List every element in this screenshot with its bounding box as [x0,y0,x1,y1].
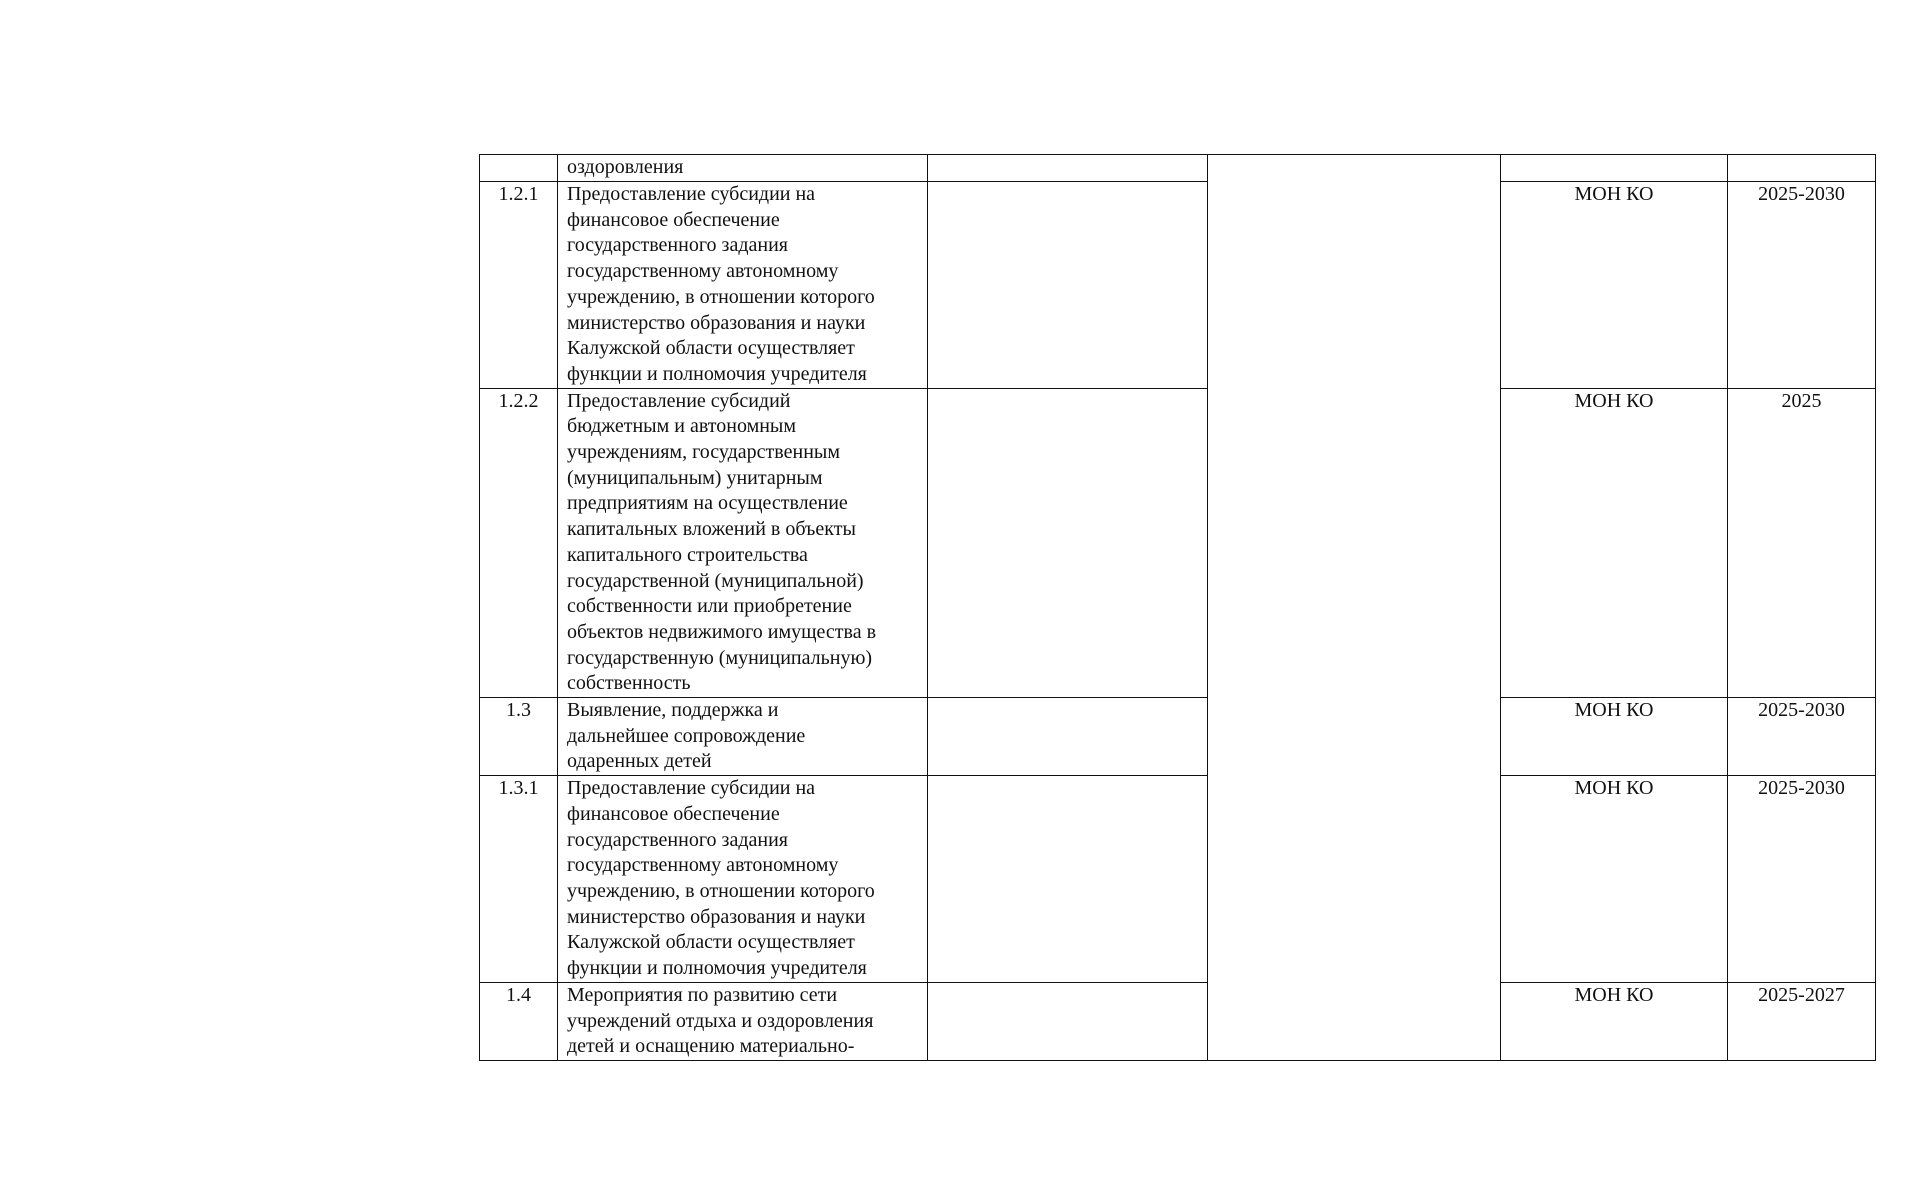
executor-value: МОН КО [1574,389,1654,412]
name-cell [558,698,928,776]
merged-blank-cell [1208,155,1501,1061]
number-cell [480,155,558,182]
blank-cell [928,182,1208,389]
measure-name: Мероприятия по развитию сети учреждений отдыха и оздоровления детей и оснащению материально- [567,983,874,1058]
executor-cell [1501,982,1728,1060]
blank-cell [928,155,1208,182]
period-cell [1728,182,1876,389]
period-value: 2025-2030 [1758,183,1845,205]
table-row [480,776,1876,983]
executor-value: МОН КО [1574,183,1654,205]
executor-value: МОН КО [1574,777,1654,800]
blank-cell [928,388,1208,697]
executor-cell [1501,698,1728,776]
table-row [480,388,1876,697]
blank-cell [928,982,1208,1060]
blank-cell [928,776,1208,983]
blank-cell [928,698,1208,776]
number-cell [480,982,558,1060]
measures-table [479,154,1876,1061]
measure-name: Предоставление субсидии на финансовое обеспечение государственного задания государственному автономному учреждению, в отношении которого министерство образования и науки Калужской области осуществляет функции и полномочия учредителя [567,183,875,385]
executor-cell [1501,182,1728,389]
executor-cell [1501,776,1728,983]
measure-number: 1.3 [506,699,531,722]
number-cell [480,776,558,983]
measure-number: 1.4 [506,983,531,1006]
period-cell [1728,388,1876,697]
table-row [480,155,1876,182]
period-cell [1728,698,1876,776]
executor-cell [1501,388,1728,697]
number-cell [480,182,558,389]
name-cell [558,155,928,182]
period-value: 2025-2030 [1758,777,1845,800]
measure-name: Предоставление субсидий бюджетным и автономным учреждениям, государственным (муниципальным) унитарным предприятиям на осуществление капитальных вложений в объекты капитального строительства государственной (муниципальной) собственности или приобретение объектов недвижимого имущества в государственную (муниципальную) собственность [567,389,877,695]
period-value: 2025 [1781,389,1822,412]
period-cell [1728,982,1876,1060]
period-cell [1728,776,1876,983]
period-value: 2025-2030 [1758,699,1845,722]
period-value: 2025-2027 [1758,983,1845,1006]
table-row [480,182,1876,389]
measure-name: Выявление, поддержка и дальнейшее сопровождение одаренных детей [567,699,806,773]
executor-cell [1501,155,1728,182]
measure-number: 1.2.1 [498,183,539,205]
executor-value: МОН КО [1574,699,1654,722]
measure-number: 1.2.2 [498,389,539,412]
number-cell [480,388,558,697]
name-cell [558,388,928,697]
measure-name: оздоровления [567,156,684,178]
table-row [480,982,1876,1060]
measure-number: 1.3.1 [498,777,539,800]
measure-name: Предоставление субсидии на финансовое обеспечение государственного задания государственному автономному учреждению, в отношении которого министерство образования и науки Калужской области осуществляет функции и полномочия учредителя [567,777,875,980]
name-cell [558,982,928,1060]
period-cell [1728,155,1876,182]
name-cell [558,776,928,983]
name-cell [558,182,928,389]
executor-value: МОН КО [1574,983,1654,1006]
table-row [480,698,1876,776]
number-cell [480,698,558,776]
